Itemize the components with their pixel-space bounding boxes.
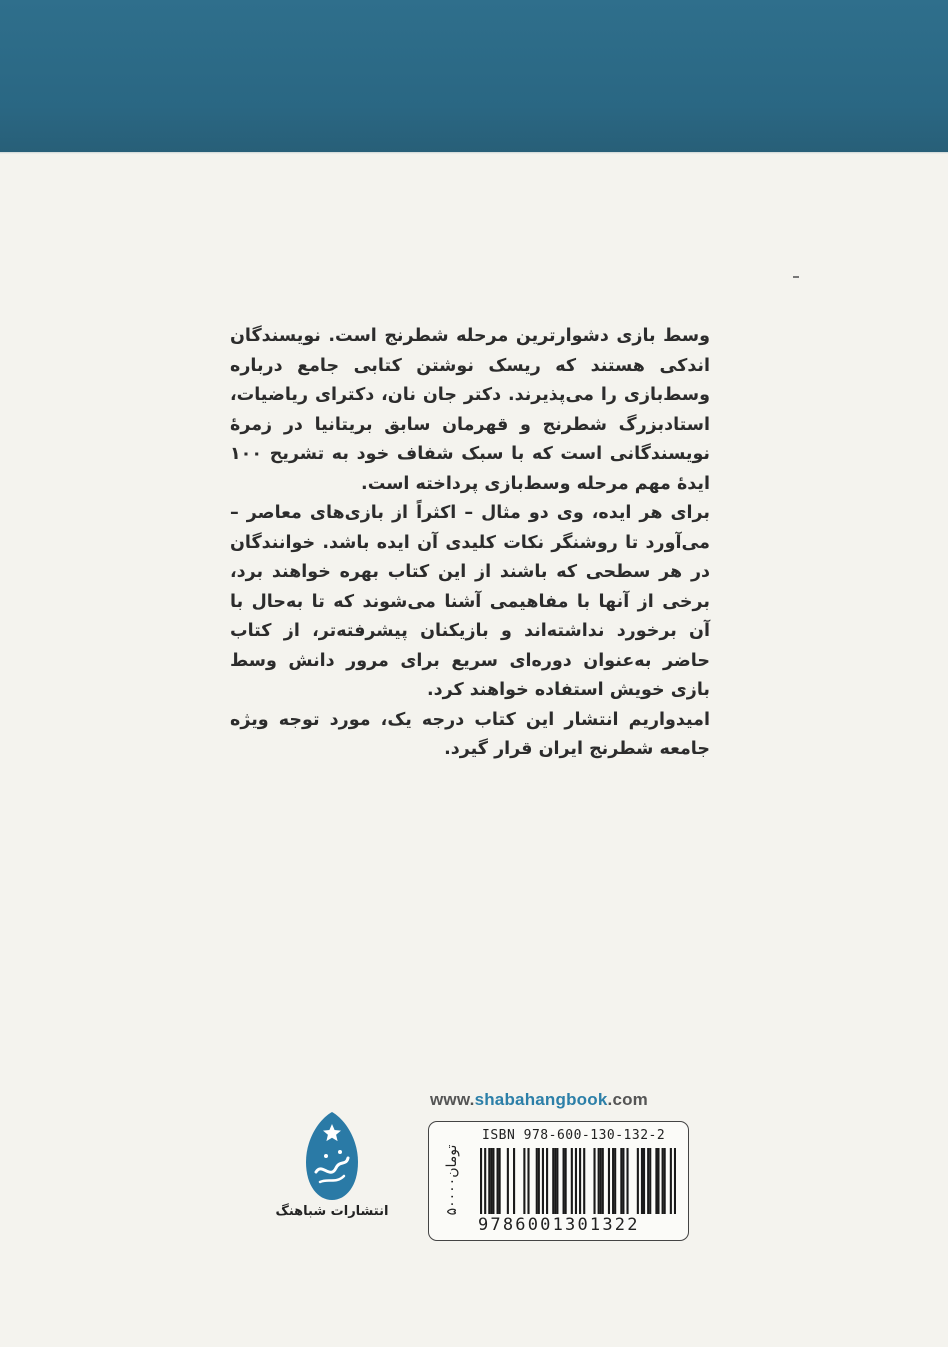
barcode-bar [480, 1148, 482, 1214]
barcode-bar [527, 1148, 529, 1214]
barcode-bar [664, 1148, 666, 1214]
barcode-bar [536, 1148, 538, 1214]
barcode-bar [546, 1148, 548, 1214]
barcode-bar [492, 1148, 494, 1214]
barcode-bar [507, 1148, 509, 1214]
barcode-bar [641, 1148, 643, 1214]
back-cover-blurb [230, 322, 710, 765]
barcode-bar [583, 1148, 585, 1214]
barcode-bar [538, 1148, 540, 1214]
barcode-bar [626, 1148, 628, 1214]
barcode-bar [484, 1148, 486, 1214]
barcode-bar [612, 1148, 614, 1214]
barcode-bar [523, 1148, 525, 1214]
barcode-bar [647, 1148, 649, 1214]
barcode-bar [565, 1148, 567, 1214]
blurb-paragraph-1: وسط بازی دشوارترین مرحله شطرنج است. نویسندگان اندکی هستند که ریسک نوشتن کتابی جامع درباره وسط‌بازی را می‌پذیرند. دکتر جان نان، دکترای ریاضیات، استادبزرگ شطرنج و قهرمان سابق بریتانیا در زمرهٔ نویسندگانی است که با سبک شفاف خود به تشریح ۱۰۰ ایدهٔ مهم مرحله وسط‌بازی پرداخته است. [230, 326, 710, 494]
isbn-label: ISBN 978-600-130-132-2 [482, 1128, 666, 1143]
website-prefix: www. [430, 1090, 475, 1109]
barcode-bar [497, 1148, 499, 1214]
barcode-bar [600, 1148, 602, 1214]
barcode-bar [622, 1148, 624, 1214]
band-shadow [0, 148, 948, 154]
barcode-bar [563, 1148, 565, 1214]
barcode-bar [657, 1148, 659, 1214]
barcode-bar [579, 1148, 581, 1214]
barcode-bar [499, 1148, 501, 1214]
barcode-bar [598, 1148, 600, 1214]
barcode-bar [575, 1148, 577, 1214]
barcode-bar [542, 1148, 544, 1214]
blurb-paragraph-3: امیدواریم انتشار این کتاب درجه یک، مورد توجه ویژه جامعه شطرنج ایران قرار گیرد. [230, 709, 710, 759]
barcode-bar [488, 1148, 490, 1214]
blurb-paragraph-2: برای هر ایده، وی دو مثال – اکثراً از بازی‌های معاصر – می‌آورد تا روشنگر نکات کلیدی آن ایده باشد. خوانندگان در هر سطحی که باشند از این کتاب بهره خواهند برد، برخی از آنها با مفاهیمی آشنا می‌شوند که تا به‌حال با آن برخورد نداشته‌اند و بازیکنان پیشرفته‌تر، از کتاب حاضر به‌عنوان دوره‌ای سریع برای مرور دانش وسط بازی خویش استفاده خواهند کرد. [230, 503, 710, 700]
website-brand: shabahangbook [474, 1090, 608, 1109]
barcode-bar [608, 1148, 610, 1214]
barcode-bar [554, 1148, 556, 1214]
barcode-digits: 9786001301322 [478, 1215, 640, 1235]
barcode-bar [593, 1148, 595, 1214]
barcode-bar [662, 1148, 664, 1214]
barcode-bar [674, 1148, 676, 1214]
barcode-bar [655, 1148, 657, 1214]
barcode-bar [490, 1148, 492, 1214]
barcode-bar [571, 1148, 573, 1214]
website-suffix: .com [607, 1090, 648, 1109]
barcode-bar [637, 1148, 639, 1214]
publisher-website [430, 1090, 690, 1110]
barcode-bar [513, 1148, 515, 1214]
cover-top-band [0, 0, 948, 152]
barcode-bar [602, 1148, 604, 1214]
shabahang-logo-icon [302, 1110, 362, 1202]
barcode-bar [552, 1148, 554, 1214]
publisher-name: انتشارات شباهنگ [275, 1204, 389, 1219]
barcode-bar [643, 1148, 645, 1214]
barcode-bar [620, 1148, 622, 1214]
print-speck [793, 276, 799, 278]
barcode-bar [670, 1148, 672, 1214]
barcode-bar [614, 1148, 616, 1214]
barcode-image [480, 1148, 676, 1214]
price-label: ۵۰۰۰۰تومان [444, 1144, 460, 1216]
barcode-bar [649, 1148, 651, 1214]
barcode-bar [556, 1148, 558, 1214]
